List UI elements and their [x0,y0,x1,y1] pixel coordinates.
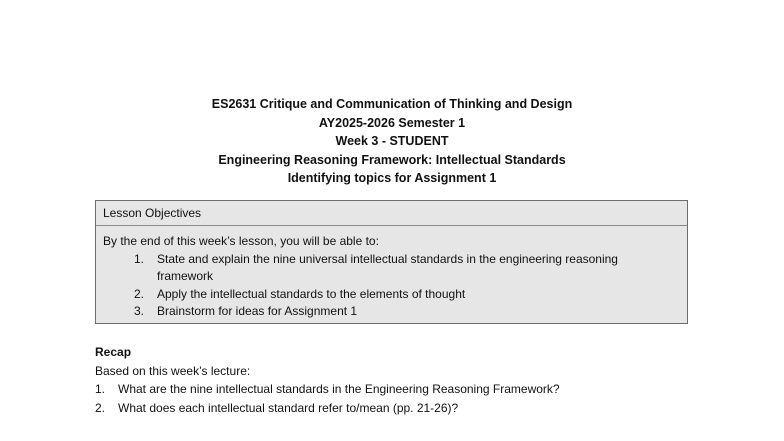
course-title: ES2631 Critique and Communication of Thinking and Design [211,97,573,111]
objective-number: 2. [134,286,145,301]
assignment-line: Identifying topics for Assignment 1 [287,171,497,185]
document-title [0,95,784,188]
recap-number: 2. [95,400,106,415]
objective-number: 1. [134,251,145,266]
recap-item [95,399,735,418]
recap-intro: Based on this week’s lecture: [95,363,251,378]
objective-text: State and explain the nine universal intellectual standards in the engineering reasoning framework [157,251,618,283]
recap-heading: Recap [95,345,132,359]
topic-line: Engineering Reasoning Framework: Intellectual Standards [218,152,566,167]
objective-item [103,286,679,304]
objectives-intro: By the end of this week’s lesson, you will be able to: [103,234,379,248]
objective-item [103,251,679,286]
recap-section [95,343,735,417]
objective-text: Brainstorm for ideas for Assignment 1 [157,304,358,318]
week-line: Week 3 - STUDENT [335,134,449,148]
lesson-objectives-heading: Lesson Objectives [96,201,687,226]
objective-text: Apply the intellectual standards to the elements of thought [157,286,466,301]
recap-text: What are the nine intellectual standards in the Engineering Reasoning Framework? [118,382,560,396]
objective-item [103,303,679,321]
lesson-objectives-box [95,200,688,324]
recap-text: What does each intellectual standard refer to/mean (pp. 21-26)? [118,400,459,415]
objectives-list [103,251,679,321]
recap-item [95,380,735,399]
objective-number: 3. [134,304,145,318]
semester-line: AY2025-2026 Semester 1 [318,115,466,130]
recap-list [95,380,735,417]
recap-number: 1. [95,382,106,396]
lesson-objectives-body [96,226,687,321]
